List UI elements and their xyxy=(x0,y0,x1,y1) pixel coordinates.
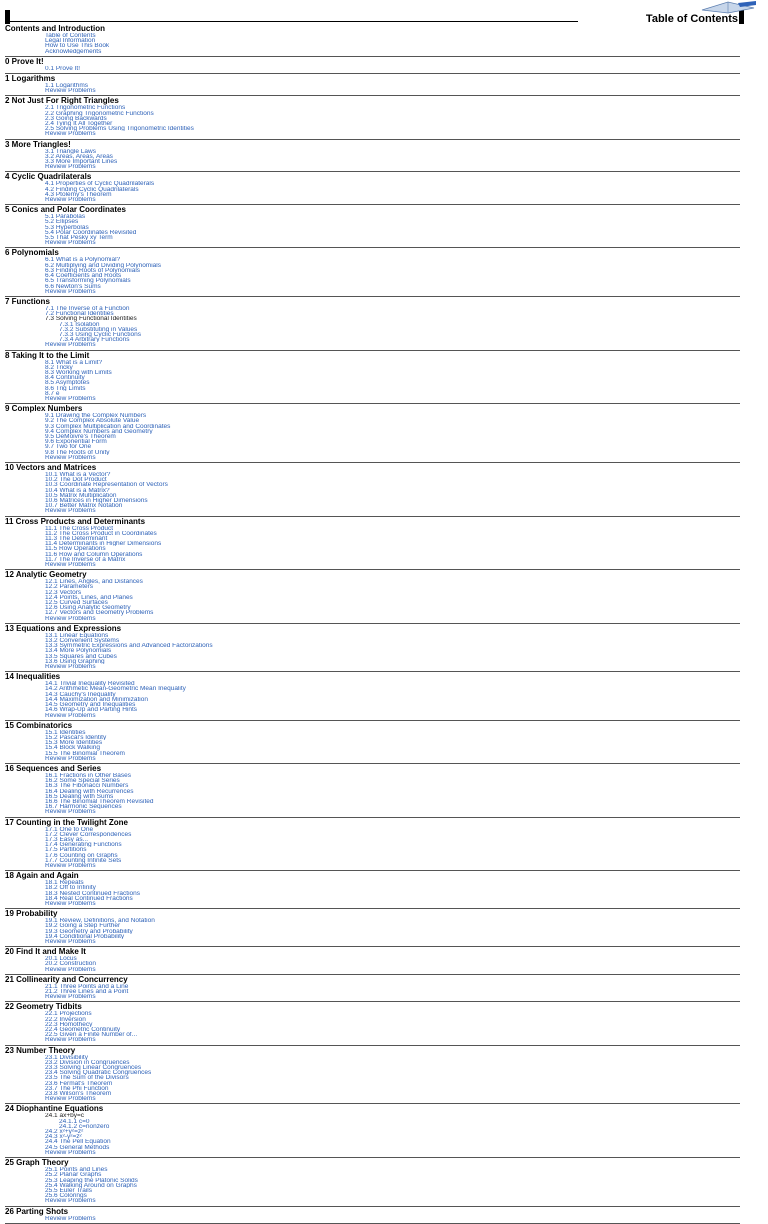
section-items xyxy=(5,413,740,460)
toc-link[interactable]: 2.2 Graphing Trigonometric Functions xyxy=(45,110,154,116)
toc-section xyxy=(5,1105,740,1158)
section-items xyxy=(5,306,740,348)
toc-link[interactable]: 15.4 Block Walking xyxy=(45,745,101,751)
section-title[interactable]: 6 Polynomials xyxy=(5,249,59,258)
toc-section xyxy=(5,75,740,96)
toc-link[interactable]: 13.6 Using Graphing xyxy=(45,658,105,665)
toc-link[interactable]: 12.6 Using Analytic Geometry xyxy=(45,605,131,611)
toc-section xyxy=(5,948,740,975)
toc-link[interactable]: Review Problems xyxy=(45,809,96,815)
toc-link[interactable]: Review Problems xyxy=(45,395,96,402)
section-items xyxy=(5,181,740,202)
toc-link[interactable]: 18.2 Off to Infinity xyxy=(45,885,96,891)
toc-link[interactable]: 11.3 The Determinant xyxy=(45,536,108,542)
toc-link[interactable]: 23.2 Division in Congruences xyxy=(45,1059,130,1066)
toc-section xyxy=(5,1159,740,1206)
toc-link[interactable]: Review Problems xyxy=(45,862,96,869)
toc-link[interactable]: 22.4 Geometric Continuity xyxy=(45,1027,121,1033)
section-title[interactable]: 17 Counting in the Twilight Zone xyxy=(5,818,128,827)
toc-link[interactable]: 9.2 The Complex Absolute Value xyxy=(45,418,140,424)
section-title[interactable]: 23 Number Theory xyxy=(5,1046,76,1055)
section-items xyxy=(5,66,740,71)
section-items xyxy=(5,1011,740,1042)
toc-link[interactable]: 8.4 Continuity xyxy=(45,375,85,381)
table-of-contents xyxy=(5,24,740,1224)
toc-link[interactable]: 2.5 Solving Problems Using Trigonometric Identities xyxy=(45,126,194,132)
toc-link[interactable]: 6.4 Coefficients and Roots xyxy=(45,273,122,279)
toc-link[interactable]: 9.8 The Roots of Unity xyxy=(45,449,110,455)
toc-section xyxy=(5,97,740,139)
toc-link[interactable]: 5.1 Parabolas xyxy=(45,214,86,220)
toc-link[interactable]: 7.2 Functional Identities xyxy=(45,311,114,317)
toc-link[interactable]: 4.2 Finding Cyclic Quadrilaterals xyxy=(45,186,139,192)
toc-link[interactable]: 12.4 Points, Lines, and Planes xyxy=(45,594,133,601)
section-items xyxy=(5,918,740,944)
toc-link[interactable]: 17.4 Generating Functions xyxy=(45,842,122,848)
toc-link[interactable]: 21.1 Three Points and a Line xyxy=(45,983,129,990)
toc-link[interactable]: 19.2 Going a Step Further xyxy=(45,923,121,929)
toc-link[interactable]: 17.5 Partitions xyxy=(45,847,87,853)
toc-link[interactable]: 24.4 The Pell Equation xyxy=(45,1139,111,1145)
section-items xyxy=(5,472,740,514)
toc-link[interactable]: 19.3 Geometry and Probability xyxy=(45,928,133,934)
toc-link[interactable]: 18.4 Real Continued Fractions xyxy=(45,895,133,901)
section-items xyxy=(5,360,740,402)
section-items xyxy=(5,1113,740,1155)
toc-link[interactable]: 8.2 Tricky xyxy=(45,364,73,370)
toc-link[interactable]: 13.3 Symmetric Expressions and Advanced Factorizations xyxy=(45,643,213,649)
section-title[interactable]: 9 Complex Numbers xyxy=(5,405,83,414)
toc-link[interactable]: 14.3 Cauchy's Inequality xyxy=(45,691,116,697)
section-title[interactable]: 0 Prove It! xyxy=(5,57,44,66)
toc-link[interactable]: 19.4 Conditional Probability xyxy=(45,933,125,939)
toc-section xyxy=(5,249,740,296)
toc-link[interactable]: 14.4 Maximization and Minimization xyxy=(45,696,148,703)
section-title[interactable]: 20 Find It and Make It xyxy=(5,948,86,957)
toc-link[interactable]: 2.4 Tying It All Together xyxy=(45,121,113,127)
toc-link[interactable]: 12.3 Vectors xyxy=(45,589,82,595)
toc-link[interactable]: 23.6 Fermat's Theorem xyxy=(45,1080,113,1086)
toc-link[interactable]: 14.1 Trivial Inequality Revisited xyxy=(45,681,135,687)
toc-link[interactable]: Review Problems xyxy=(45,88,96,94)
toc-link[interactable]: 5.5 That Pesky xy Term xyxy=(45,235,113,241)
toc-link[interactable]: 10.4 What is a Matrix? xyxy=(45,487,110,493)
toc-section xyxy=(5,405,740,463)
toc-link[interactable]: Review Problems xyxy=(45,994,96,1000)
toc-link[interactable]: 25.2 Planar Graphs xyxy=(45,1172,102,1178)
toc-link[interactable]: 7.3.2 Substituting in Values xyxy=(59,326,138,332)
section-items xyxy=(5,526,740,568)
toc-link[interactable]: Review Problems xyxy=(45,342,96,348)
section-items xyxy=(5,257,740,293)
toc-section xyxy=(5,872,740,909)
toc-section xyxy=(5,625,740,672)
toc-link[interactable]: 7.3.1 Isolation xyxy=(59,321,100,327)
section-title[interactable]: 26 Parting Shots xyxy=(5,1207,69,1216)
toc-section xyxy=(5,722,740,764)
toc-link[interactable]: 16.3 The Fibonacci Numbers xyxy=(45,783,129,789)
toc-link[interactable]: 12.5 Curved Surfaces xyxy=(45,600,108,606)
section-title[interactable]: 2 Not Just For Right Triangles xyxy=(5,97,119,106)
toc-link[interactable]: 8.7 e xyxy=(45,390,60,396)
section-items xyxy=(5,956,740,972)
toc-link[interactable]: 0.1 Prove It! xyxy=(45,65,81,72)
section-title[interactable]: 12 Analytic Geometry xyxy=(5,571,87,580)
section-title[interactable]: 7 Functions xyxy=(5,297,50,306)
section-title[interactable]: 15 Combinatorics xyxy=(5,721,73,730)
toc-link[interactable]: 6.6 Newton's Sums xyxy=(45,283,101,289)
toc-link[interactable]: 16.1 Fractions in Other Bases xyxy=(45,772,131,779)
toc-link[interactable]: 6.2 Multiplying and Dividing Polynomials xyxy=(45,262,161,268)
section-title[interactable]: 13 Equations and Expressions xyxy=(5,624,122,633)
toc-link[interactable]: Review Problems xyxy=(45,562,96,568)
toc-link[interactable]: 20.2 Construction xyxy=(45,961,96,967)
toc-link[interactable]: Review Problems xyxy=(45,197,96,203)
toc-link[interactable]: 8.1 What is a Limit? xyxy=(45,359,103,365)
section-title[interactable]: 5 Conics and Polar Coordinates xyxy=(5,206,126,215)
toc-section xyxy=(5,976,740,1003)
toc-link[interactable]: 23.7 The Phi Function xyxy=(45,1085,109,1092)
toc-link[interactable]: 10.5 Matrix Multiplication xyxy=(45,492,117,498)
toc-section xyxy=(5,298,740,351)
toc-link[interactable]: Review Problems xyxy=(45,454,96,460)
toc-section xyxy=(5,206,740,248)
section-items xyxy=(5,105,740,136)
section-items xyxy=(5,880,740,906)
toc-section xyxy=(5,1047,740,1105)
section-title[interactable]: 10 Vectors and Matrices xyxy=(5,463,97,472)
toc-link[interactable]: 9.5 DeMoivre's Theorem xyxy=(45,433,116,440)
toc-link[interactable]: Review Problems xyxy=(45,1096,96,1102)
toc-link[interactable]: 16.6 The Binomial Theorem Revisited xyxy=(45,798,154,805)
toc-link[interactable]: Review Problems xyxy=(45,1198,96,1204)
toc-link[interactable]: Review Problems xyxy=(45,664,96,670)
toc-link[interactable]: 10.6 Matrices in Higher Dimensions xyxy=(45,498,148,504)
section-title[interactable]: 25 Graph Theory xyxy=(5,1159,69,1168)
toc-section xyxy=(5,173,740,205)
toc-section xyxy=(5,141,740,173)
toc-link[interactable]: 13.4 More Polynomials xyxy=(45,648,112,654)
section-title[interactable]: 19 Probability xyxy=(5,910,58,919)
toc-link[interactable]: Review Problems xyxy=(45,1215,96,1221)
toc-link[interactable]: 10.3 Coordinate Representation of Vectors xyxy=(45,482,168,488)
section-items xyxy=(5,984,740,1000)
section-title[interactable]: 11 Cross Products and Determinants xyxy=(5,517,146,526)
toc-link[interactable]: 24.1 ax+by=c xyxy=(45,1113,85,1119)
toc-link[interactable]: 25.5 Euler Trails xyxy=(45,1187,92,1194)
toc-link[interactable]: 2.3 Going Backwards xyxy=(45,115,107,122)
toc-link[interactable]: 14.5 Geometry and Inequalities xyxy=(45,702,136,708)
section-title[interactable]: 24 Diophantine Equations xyxy=(5,1105,104,1114)
header-bar xyxy=(0,0,768,26)
section-title[interactable]: 18 Again and Again xyxy=(5,872,79,881)
toc-link[interactable]: 10.1 What is a Vector? xyxy=(45,471,111,478)
toc-link[interactable]: 4.3 Ptolemy's Theorem xyxy=(45,191,112,198)
section-title[interactable]: Contents and Introduction xyxy=(5,25,105,33)
section-items xyxy=(5,579,740,621)
toc-link[interactable]: 14.2 Arithmetic Mean-Geometric Mean Inequality xyxy=(45,686,186,692)
toc-link[interactable]: 23.8 Wilson's Theorem xyxy=(45,1091,112,1097)
toc-link[interactable]: 12.2 Parameters xyxy=(45,584,94,590)
toc-link[interactable]: 8.6 Trig Limits xyxy=(45,385,86,391)
toc-link[interactable]: Review Problems xyxy=(45,1037,96,1043)
toc-link[interactable]: 24.1.1 c=0 xyxy=(59,1118,90,1124)
toc-link[interactable]: 17.6 Counting on Graphs xyxy=(45,852,118,858)
toc-link[interactable]: 13.1 Linear Equations xyxy=(45,632,109,639)
toc-link[interactable]: 7.3.3 Using Cyclic Functions xyxy=(59,331,142,338)
toc-link[interactable]: 18.3 Nested Continued Fractions xyxy=(45,890,141,896)
toc-link[interactable]: Review Problems xyxy=(45,240,96,246)
toc-link[interactable]: 3.2 Areas, Areas, Areas xyxy=(45,153,113,160)
toc-link[interactable]: 6.5 Transforming Polynomials xyxy=(45,278,131,284)
toc-link[interactable]: Review Problems xyxy=(45,1149,96,1156)
toc-link[interactable]: 16.4 Dealing with Recurrences xyxy=(45,788,134,794)
section-items xyxy=(5,1055,740,1102)
section-title[interactable]: 14 Inequalities xyxy=(5,673,61,682)
toc-link[interactable]: 11.5 Row Operations xyxy=(45,546,106,552)
toc-link[interactable]: 23.3 Solving Linear Congruences xyxy=(45,1065,142,1071)
toc-link[interactable]: 7.3.4 Arbitrary Functions xyxy=(59,337,130,343)
toc-link[interactable]: 25.6 Colorings xyxy=(45,1193,87,1199)
toc-link[interactable]: 16.2 Some Special Series xyxy=(45,778,120,784)
toc-link[interactable]: Review Problems xyxy=(45,939,96,945)
toc-link[interactable]: Legal Information xyxy=(45,38,96,44)
toc-link[interactable]: 17.1 One to One xyxy=(45,826,94,832)
toc-link[interactable]: 25.3 Leaping the Platonic Solids xyxy=(45,1177,138,1183)
toc-link[interactable]: 20.1 Locus xyxy=(45,956,77,962)
section-title[interactable]: 3 More Triangles! xyxy=(5,140,71,149)
toc-link[interactable]: 5.3 Hyperbolas xyxy=(45,224,89,230)
toc-link[interactable]: 13.5 Squares and Cubes xyxy=(45,653,117,659)
section-items xyxy=(5,773,740,815)
toc-link[interactable]: 24.1.2 c=nonzero xyxy=(59,1123,110,1130)
toc-link[interactable]: 22.1 Projections xyxy=(45,1011,92,1017)
toc-link[interactable]: 24.3 x²-y²=z² xyxy=(45,1134,82,1140)
toc-section xyxy=(5,518,740,571)
toc-link[interactable]: 15.3 More Identities xyxy=(45,740,103,746)
toc-link[interactable]: 23.4 Solving Quadratic Congruences xyxy=(45,1070,152,1076)
section-items xyxy=(5,730,740,761)
toc-link[interactable]: 12.1 Lines, Angles, and Distances xyxy=(45,579,143,585)
toc-link[interactable]: 25.4 Walking Around on Graphs xyxy=(45,1182,137,1188)
toc-link[interactable]: 6.3 Finding Roots of Polynomials xyxy=(45,267,141,274)
toc-link[interactable]: 11.6 Row and Column Operations xyxy=(45,551,143,557)
toc-link[interactable]: 9.4 Complex Numbers and Geometry xyxy=(45,428,153,434)
toc-link[interactable]: 22.5 Given a Finite Number of... xyxy=(45,1032,138,1038)
toc-link[interactable]: Review Problems xyxy=(45,615,96,621)
toc-link[interactable]: 15.5 The Binomial Theorem xyxy=(45,750,125,756)
toc-link[interactable]: 14.6 Wrap-Up and Parting Hints xyxy=(45,707,138,713)
section-items xyxy=(5,681,740,717)
toc-link[interactable]: 18.1 Repeats xyxy=(45,880,84,886)
toc-link[interactable]: 3.1 Triangle Laws xyxy=(45,148,96,154)
toc-section xyxy=(5,352,740,405)
toc-link[interactable]: 16.5 Dealing with Sums xyxy=(45,793,114,799)
toc-section xyxy=(5,25,740,57)
section-title[interactable]: 1 Logarithms xyxy=(5,75,56,84)
section-title[interactable]: 16 Sequences and Series xyxy=(5,764,102,773)
header-rule xyxy=(10,21,578,22)
section-title[interactable]: 22 Geometry Tidbits xyxy=(5,1003,82,1012)
toc-link[interactable]: 15.2 Pascal's Identity xyxy=(45,734,107,741)
toc-link[interactable]: Table of Contents xyxy=(45,33,96,39)
section-items xyxy=(5,827,740,869)
section-items xyxy=(5,214,740,245)
toc-link[interactable]: Review Problems xyxy=(45,288,96,294)
toc-link[interactable]: 4.1 Properties of Cyclic Quadrilaterals xyxy=(45,181,155,187)
toc-link[interactable]: 9.7 Two for One xyxy=(45,444,92,450)
toc-link[interactable]: 11.4 Determinants in Higher Dimensions xyxy=(45,541,162,547)
toc-section xyxy=(5,464,740,517)
toc-link[interactable]: 13.2 Convenient Systems xyxy=(45,638,120,644)
section-items xyxy=(5,1216,740,1221)
toc-link[interactable]: Review Problems xyxy=(45,966,96,972)
toc-link[interactable]: 12.7 Vectors and Geometry Problems xyxy=(45,610,154,616)
toc-link[interactable]: 1.1 Logarithms xyxy=(45,83,88,89)
toc-link[interactable]: 23.5 The Sum of the Divisors xyxy=(45,1075,129,1081)
toc-link[interactable]: 8.3 Working with Limits xyxy=(45,369,112,376)
toc-link[interactable]: 9.3 Complex Multiplication and Coordinates xyxy=(45,423,171,429)
toc-link[interactable]: 11.7 The Inverse of a Matrix xyxy=(45,556,126,563)
toc-link[interactable]: 7.1 The Inverse of a Function xyxy=(45,305,130,312)
toc-link[interactable]: 23.1 Divisibility xyxy=(45,1054,88,1060)
toc-link[interactable]: Review Problems xyxy=(45,755,96,761)
toc-link[interactable]: Review Problems xyxy=(45,131,96,137)
toc-link[interactable]: Review Problems xyxy=(45,712,96,718)
toc-link[interactable]: 11.1 The Cross Product xyxy=(45,525,114,531)
toc-link[interactable]: How to Use This Book xyxy=(45,43,110,49)
toc-link[interactable]: 3.3 More Important Lines xyxy=(45,159,118,165)
book-logo-icon xyxy=(698,0,758,14)
toc-link[interactable]: 17.3 Easy as... xyxy=(45,836,88,843)
toc-link[interactable]: 5.2 Ellipses xyxy=(45,219,79,225)
toc-link[interactable]: 22.3 Homothecy xyxy=(45,1021,93,1028)
toc-link[interactable]: 22.2 Inversion xyxy=(45,1016,86,1022)
toc-link[interactable]: 19.1 Review, Definitions, and Notation xyxy=(45,918,155,924)
toc-link[interactable]: 10.7 Better Matrix Notation xyxy=(45,503,123,509)
toc-link[interactable]: 9.1 Drawing the Complex Numbers xyxy=(45,413,147,419)
toc-link[interactable]: 21.2 Three Lines and a Point xyxy=(45,989,129,995)
section-items xyxy=(5,33,740,54)
toc-link[interactable]: 24.2 x²+y²=z² xyxy=(45,1129,84,1135)
section-title[interactable]: 8 Taking It to the Limit xyxy=(5,351,90,360)
section-items xyxy=(5,1167,740,1203)
toc-link[interactable]: 15.1 Identities xyxy=(45,729,86,735)
toc-link[interactable]: 6.1 What is a Polynomial? xyxy=(45,257,121,263)
toc-section xyxy=(5,819,740,872)
page-title: Table of Contents xyxy=(645,13,738,25)
toc-link[interactable]: 7.3 Solving Functional Identities xyxy=(45,316,137,322)
section-items xyxy=(5,83,740,93)
section-items xyxy=(5,149,740,170)
toc-section xyxy=(5,765,740,818)
toc-section xyxy=(5,1208,740,1224)
toc-link[interactable]: 25.1 Points and Lines xyxy=(45,1167,108,1173)
toc-link[interactable]: 11.2 The Cross Product in Coordinates xyxy=(45,530,157,537)
toc-section xyxy=(5,58,740,74)
toc-section xyxy=(5,673,740,720)
toc-link[interactable]: 16.7 Harmonic Sequences xyxy=(45,804,122,810)
toc-link[interactable]: 10.2 The Dot Product xyxy=(45,477,107,483)
toc-link[interactable]: 17.7 Counting Infinite Sets xyxy=(45,857,122,863)
section-items xyxy=(5,633,740,669)
section-title[interactable]: 21 Collinearity and Concurrency xyxy=(5,975,128,984)
toc-link[interactable]: Acknowledgements xyxy=(45,48,102,54)
toc-link[interactable]: 9.6 Exponential Form xyxy=(45,439,107,445)
toc-section xyxy=(5,1003,740,1045)
toc-link[interactable]: 5.4 Polar Coordinates Revisited xyxy=(45,229,137,236)
toc-link[interactable]: Review Problems xyxy=(45,164,96,170)
toc-section xyxy=(5,910,740,947)
toc-link[interactable]: 8.5 Asymptotes xyxy=(45,380,90,386)
toc-link[interactable]: Review Problems xyxy=(45,508,96,514)
toc-section xyxy=(5,571,740,624)
toc-link[interactable]: 24.5 General Methods xyxy=(45,1144,110,1150)
toc-link[interactable]: 2.1 Trigonometric Functions xyxy=(45,105,126,111)
toc-link[interactable]: Review Problems xyxy=(45,900,96,907)
section-title[interactable]: 4 Cyclic Quadrilaterals xyxy=(5,173,92,182)
toc-link[interactable]: 17.2 Clever Correspondences xyxy=(45,831,132,837)
